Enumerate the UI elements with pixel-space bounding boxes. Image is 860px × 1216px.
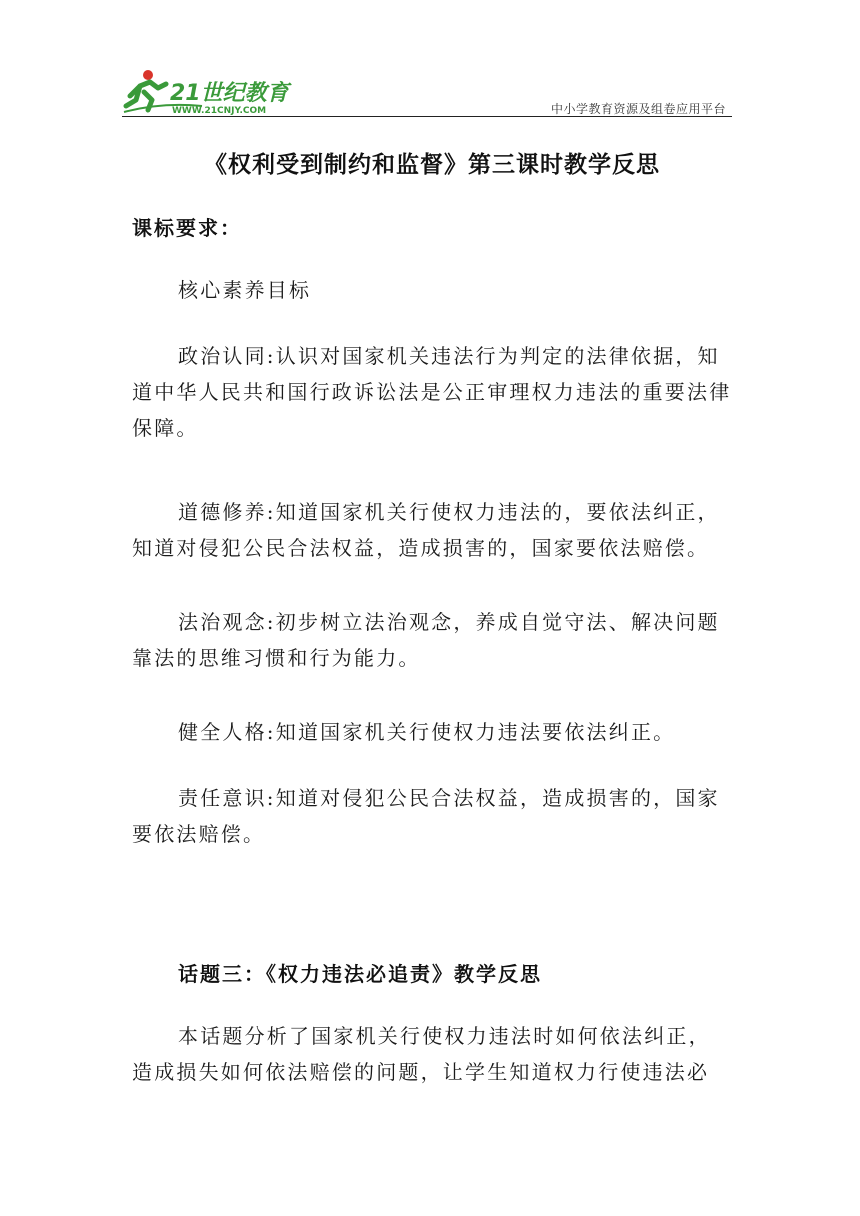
section-heading: 课标要求： [132,216,242,240]
paragraph-topic-reflection: 本话题分析了国家机关行使权力违法时如何依法纠正，造成损失如何依法赔偿的问题，让学生知道权力行使违法必 [132,1024,711,1084]
paragraph-rule-of-law: 法治观念:初步树立法治观念，养成自觉守法、解决问题靠法的思维习惯和行为能力。 [132,610,720,670]
platform-label: 中小学教育资源及组卷应用平台 [550,102,726,116]
paragraph-responsibility: 责任意识:知道对侵犯公民合法权益，造成损害的，国家要依法赔偿。 [132,786,720,846]
paragraph-moral-cultivation: 道德修养:知道国家机关行使权力违法的，要依法纠正，知道对侵犯公民合法权益，造成损害的，国家要依法赔偿。 [132,500,720,560]
page-header [122,62,732,118]
document-title: 《权利受到制约和监督》第三课时教学反思 [204,152,660,178]
paragraph-sound-personality: 健全人格:知道国家机关行使权力违法要依法纠正。 [178,720,676,744]
paragraph-political-identity: 政治认同:认识对国家机关违法行为判定的法律依据，知道中华人民共和国行政诉讼法是公正审理权力违法的重要法律保障。 [132,344,732,440]
paragraph-core-goals: 核心素养目标 [178,278,312,302]
svg-text:21世纪教育: 21世纪教育 [170,81,289,106]
21cnjy-logo [122,66,292,116]
svg-text:WWW.21CNJY.COM: WWW.21CNJY.COM [172,106,267,116]
header-divider [122,116,732,117]
topic-heading: 话题三：《权力违法必追责》教学反思 [178,962,542,986]
